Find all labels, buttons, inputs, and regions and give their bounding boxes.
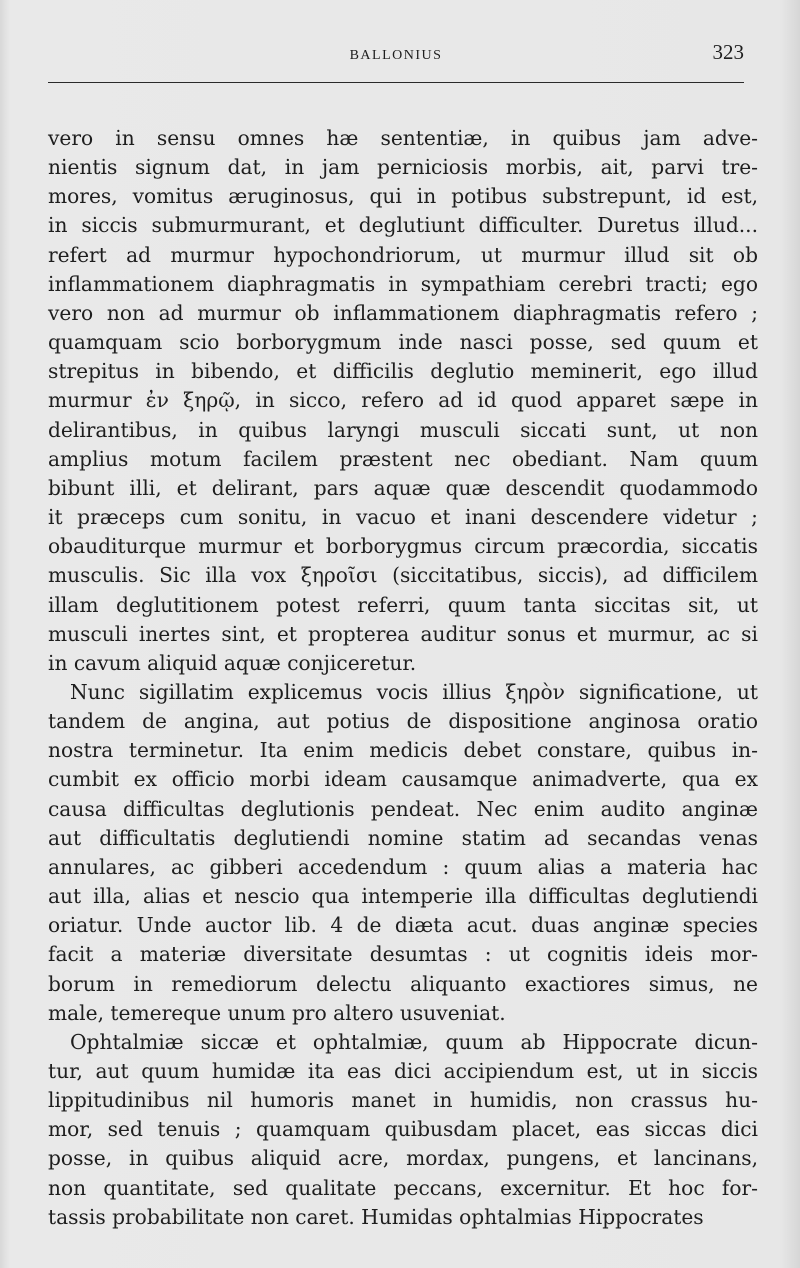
paragraph — [48, 124, 758, 678]
text-line: tur, aut quum humidæ ita eas dici accipiendum est, ut in siccis — [48, 1059, 758, 1083]
text-line: obauditurque murmur et borborygmus circum præcordia, siccatis — [48, 534, 758, 559]
text-line: in siccis submurmurant, et deglutiunt difficulter. Duretus illud... — [48, 213, 758, 238]
text-line: vero in sensu omnes hæ sententiæ, in quibus jam adve- — [48, 126, 758, 150]
text-line: mores, vomitus æruginosus, qui in potibus substrepunt, id est, — [48, 184, 758, 209]
text-line: nostra terminetur. Ita enim medicis debet constare, quibus in- — [48, 738, 758, 763]
text-line: tandem de angina, aut potius de dispositione anginosa oratio — [48, 709, 758, 734]
body-text — [48, 124, 758, 1232]
text-line: Ophtalmiæ siccæ et ophtalmiæ, quum ab Hippocrate dicun- — [70, 1029, 758, 1054]
text-line: refert ad murmur hypochondriorum, ut murmur illud sit ob — [48, 242, 758, 267]
text-line: illam deglutitionem potest referri, quum tanta siccitas sit, ut — [48, 592, 758, 617]
text-line: delirantibus, in quibus laryngi musculi siccati sunt, ut non — [48, 417, 758, 442]
page-header — [48, 38, 744, 82]
text-line: musculis. Sic illa vox ξηροῖσι (siccitatibus, siccis), ad difficilem — [48, 563, 758, 588]
text-line: aut difficultatis deglutiendi nomine statim ad secandas venas — [48, 825, 758, 850]
text-line: male, temereque unum pro altero usuveniat. — [48, 1000, 506, 1025]
page-number: 323 — [712, 40, 744, 64]
text-line: borum in remediorum delectu aliquanto exactiores simus, ne — [48, 971, 758, 996]
text-line: quamquam scio borborygmum inde nasci posse, sed quum et — [48, 330, 758, 355]
paragraph — [48, 1028, 758, 1232]
running-head: BALLONIUS — [349, 48, 443, 63]
text-line: murmur ἐν ξηρῷ, in sicco, refero ad id quod apparet sæpe in — [48, 388, 758, 413]
text-line: posse, in quibus aliquid acre, mordax, pungens, et lancinans, — [48, 1146, 758, 1171]
text-line: in cavum aliquid aquæ conjiceretur. — [48, 650, 417, 675]
paragraph — [48, 678, 758, 1028]
text-line: lippitudinibus nil humoris manet in humidis, non crassus hu- — [48, 1088, 758, 1113]
text-line: non quantitate, sed qualitate peccans, excernitur. Et hoc for- — [48, 1175, 758, 1200]
text-line: Nunc sigillatim explicemus vocis illius ξηρὸν significatione, ut — [70, 679, 758, 704]
text-line: annulares, ac gibberi accedendum : quum alias a materia hac — [48, 854, 758, 879]
text-line: amplius motum facilem præstent nec obediant. Nam quum — [48, 446, 758, 471]
text-line: vero non ad murmur ob inflammationem diaphragmatis refero ; — [48, 300, 758, 325]
text-line: tassis probabilitate non caret. Humidas ophtalmias Hippocrates — [48, 1204, 704, 1229]
text-line: strepitus in bibendo, et difficilis deglutio meminerit, ego illud — [48, 359, 758, 384]
header-rule — [48, 82, 744, 83]
text-line: nientis signum dat, in jam perniciosis morbis, ait, parvi tre- — [48, 155, 758, 180]
text-line: aut illa, alias et nescio qua intemperie illa difficultas deglutiendi — [48, 884, 758, 909]
text-line: it præceps cum sonitu, in vacuo et inani descendere videtur ; — [48, 505, 758, 530]
text-line: musculi inertes sint, et propterea auditur sonus et murmur, ac si — [48, 621, 758, 646]
text-line: causa difficultas deglutionis pendeat. Nec enim audito anginæ — [48, 796, 758, 821]
text-line: mor, sed tenuis ; quamquam quibusdam placet, eas siccas dici — [48, 1117, 758, 1142]
text-line: oriatur. Unde auctor lib. 4 de diæta acut. duas anginæ species — [48, 913, 758, 938]
text-line: cumbit ex officio morbi ideam causamque animadverte, qua ex — [48, 767, 758, 792]
text-line: inflammationem diaphragmatis in sympathiam cerebri tracti; ego — [48, 271, 758, 296]
text-line: facit a materiæ diversitate desumtas : ut cognitis ideis mor- — [48, 942, 758, 967]
text-line: bibunt illi, et delirant, pars aquæ quæ descendit quodammodo — [48, 475, 758, 500]
